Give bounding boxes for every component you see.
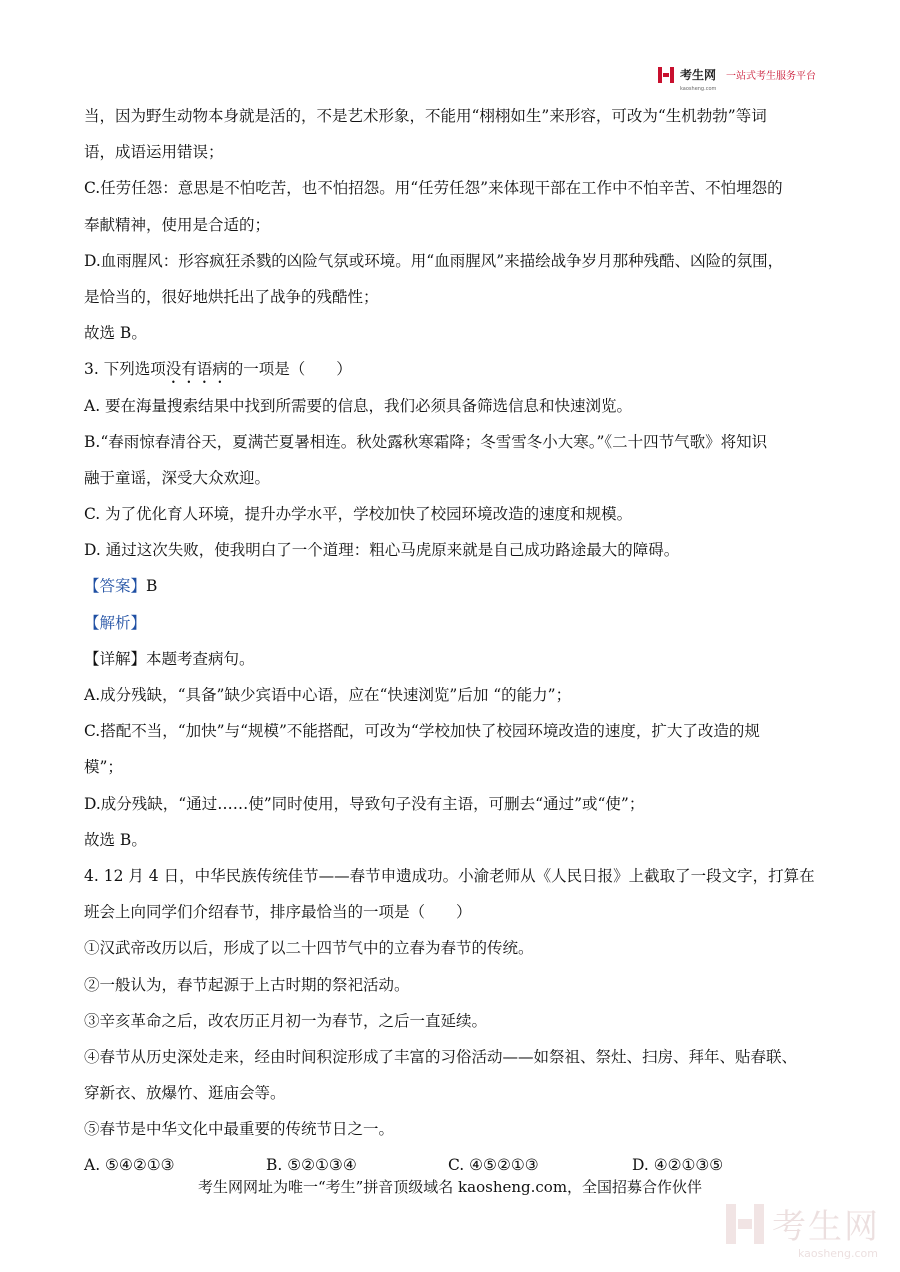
text-line: 当，因为野生动物本身就是活的，不是艺术形象，不能用“栩栩如生”来形容，可改为“生机勃勃”等词 xyxy=(84,107,767,125)
q3-stem-prefix: 3. 下列选项 xyxy=(84,360,166,379)
q4-option-d: D. ④②①③⑤ xyxy=(632,1156,724,1175)
q3-option-b-cont: 融于童谣，深受大众欢迎。 xyxy=(84,468,271,487)
watermark xyxy=(726,1199,880,1260)
analysis-label: 【解析】 xyxy=(84,613,147,632)
q4-item: ③辛亥革命之后，改农历正月初一为春节，之后一直延续。 xyxy=(84,1011,488,1030)
watermark-text: 考生网 xyxy=(772,1207,880,1247)
q3-detail-line: D.成分残缺，“通过……使”同时使用，导致句子没有主语，可删去“通过”或“使”； xyxy=(84,794,645,813)
q3-stem-emphasis: 没有语病 xyxy=(165,360,228,379)
q3-detail-line: 故选 B。 xyxy=(84,830,147,849)
kaosheng-logo-icon xyxy=(658,67,674,83)
question-4-stem-cont: 班会上向同学们介绍春节，排序最恰当的一项是（ ） xyxy=(84,903,472,922)
text-line: 奉献精神，使用是合适的； xyxy=(84,215,271,234)
q3-option-b: B.“春雨惊春清谷天，夏满芒夏暑相连。秋处露秋寒霜降；冬雪雪冬小大寒。”《二十四节气歌》将知识 xyxy=(84,432,768,451)
watermark-domain: kaosheng.com xyxy=(797,1247,878,1260)
question-3-stem xyxy=(84,351,816,387)
q4-item: ①汉武帝改历以后，形成了以二十四节气中的立春为春节的传统。 xyxy=(84,939,534,958)
q3-option-a: A. 要在海量搜索结果中找到所需要的信息，我们必须具备筛选信息和快速浏览。 xyxy=(84,396,633,415)
logo-text: 考生网 xyxy=(679,68,716,82)
q4-option-c: C. ④⑤②①③ xyxy=(448,1156,539,1175)
q3-detail-line: C.搭配不当，“加快”与“规模”不能搭配，可改为“学校加快了校园环境改造的速度，扩大了改造的规 xyxy=(84,722,760,741)
q3-detail-line: 【详解】本题考查病句。 xyxy=(84,649,255,668)
text-line: C.任劳任怨：意思是不怕吃苦，也不怕招怨。用“任劳任怨”来体现干部在工作中不怕辛苦、不怕埋怨的 xyxy=(84,179,783,198)
question-4-stem: 4. 12 月 4 日，中华民族传统佳节——春节申遗成功。小渝老师从《人民日报》上截取了一段文字，打算在 xyxy=(84,866,815,885)
q4-item: ④春节从历史深处走来，经由时间积淀形成了丰富的习俗活动——如祭祖、祭灶、扫房、拜年、贴春联、 xyxy=(84,1047,798,1066)
q4-item: ②一般认为，春节起源于上古时期的祭祀活动。 xyxy=(84,975,410,994)
document-body xyxy=(84,98,816,1184)
q4-item: 穿新衣、放爆竹、逛庙会等。 xyxy=(84,1084,286,1103)
logo-slogan: 一站式考生服务平台 xyxy=(726,71,816,82)
text-line: 语，成语运用错误； xyxy=(84,143,224,162)
text-line: 故选 B。 xyxy=(84,324,147,343)
site-header xyxy=(658,66,816,92)
watermark-logo-icon xyxy=(726,1204,766,1244)
q3-answer xyxy=(84,568,816,604)
q4-option-b: B. ⑤②①③④ xyxy=(266,1156,357,1175)
page-footer: 考生网网址为唯一“考生”拼音顶级域名 kaosheng.com，全国招募合作伙伴 xyxy=(197,1178,703,1196)
q3-option-c: C. 为了优化育人环境，提升办学水平，学校加快了校园环境改造的速度和规模。 xyxy=(84,505,633,524)
text-line: 是恰当的，很好地烘托出了战争的残酷性； xyxy=(84,287,379,306)
q3-stem-suffix: 的一项是（ ） xyxy=(227,360,352,379)
answer-value: B xyxy=(146,577,158,596)
q4-item: ⑤春节是中华文化中最重要的传统节日之一。 xyxy=(84,1120,395,1139)
q4-option-a: A. ⑤④②①③ xyxy=(84,1156,175,1175)
q3-detail-line: 模”； xyxy=(84,758,123,777)
answer-label: 【答案】 xyxy=(84,577,147,596)
text-line: D.血雨腥风：形容疯狂杀戮的凶险气氛或环境。用“血雨腥风”来描绘战争岁月那种残酷、凶险的氛围， xyxy=(84,251,784,270)
logo-domain: kaosheng.com xyxy=(679,86,717,92)
q3-detail-line: A.成分残缺，“具备”缺少宾语中心语，应在“快速浏览”后加 “的能力”； xyxy=(84,686,572,704)
q3-option-d: D. 通过这次失败，使我明白了一个道理：粗心马虎原来就是自己成功路途最大的障碍。 xyxy=(84,541,680,560)
